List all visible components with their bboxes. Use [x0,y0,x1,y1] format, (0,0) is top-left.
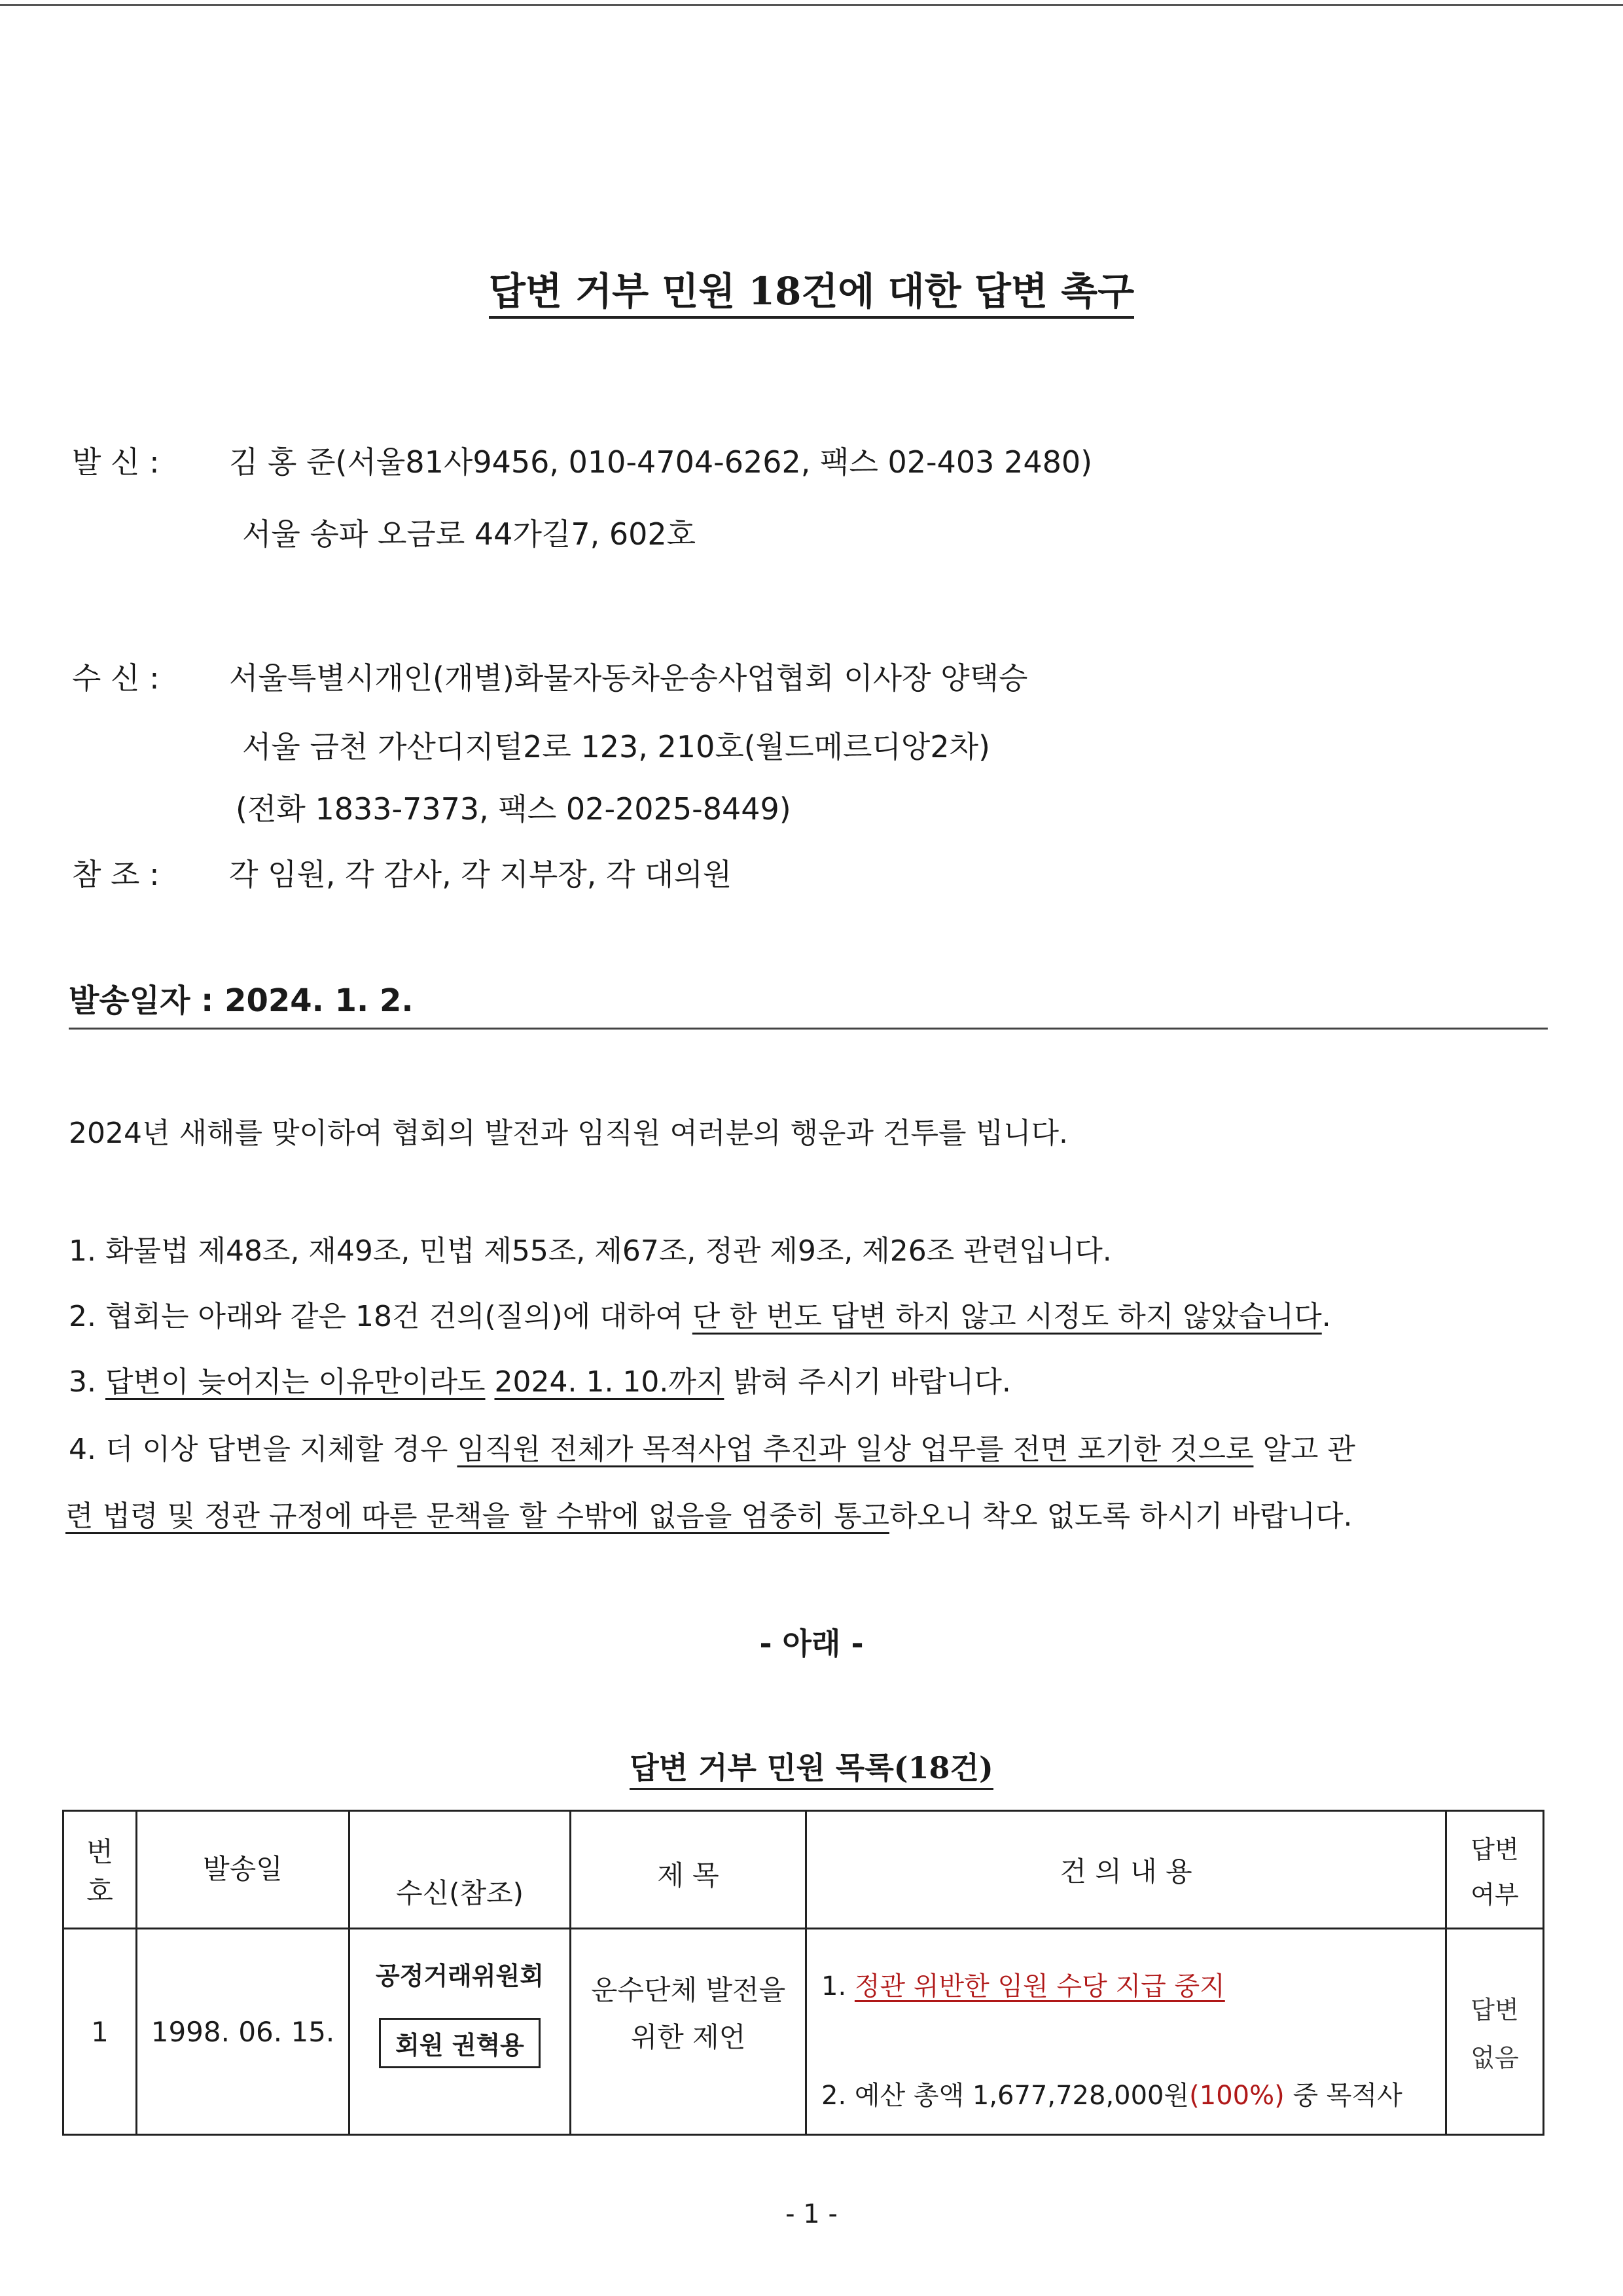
reference-label: 참 조 : [72,857,160,892]
sender-line-1 [72,439,1092,482]
sender-name-contact: 김 홍 준(서울81사9456, 010-4704-6262, 팩스 02-403 2480) [229,444,1093,480]
reference-targets: 각 임원, 각 감사, 각 지부장, 각 대의원 [229,857,732,892]
item-3-deadline: 2024. 1. 10.까지 [494,1365,724,1399]
header-send-date: 발송일 [137,1811,349,1929]
row-answer-status: 답변 없음 [1446,1929,1544,2135]
item-3-emphasis: 답변이 늦어지는 이유만이라도 [105,1365,486,1399]
item-4-emphasis-2: 련 법령 및 정관 규정에 따른 문책을 할 수밖에 없음을 엄중히 통고 [65,1499,889,1533]
complaints-table [62,1810,1544,2136]
below-heading: - 아래 - [759,1626,864,1661]
sender-label: 발 신 : [72,444,160,480]
top-border [0,4,1623,6]
greeting: 2024년 새해를 맞이하여 협회의 발전과 임직원 여러분의 행운과 건투를 빕니다. [69,1117,1068,1150]
recipient-label: 수 신 : [72,660,160,696]
row-subject: 운수단체 발전을 위한 제언 [571,1929,806,2135]
header-content: 건 의 내 용 [806,1811,1446,1929]
recipient-line-1 [72,655,1027,698]
sender-address: 서울 송파 오금로 44가길7, 602호 [242,516,696,552]
item-2: 2. 협회는 아래와 같은 18건 건의(질의)에 대하여 단 한 번도 답변 하지 않고 시정도 하지 않았습니다. [69,1300,1331,1333]
row-content [806,1929,1446,2135]
item-4-emphasis-1: 임직원 전체가 목적사업 추진과 일상 업무를 전면 포기한 것으로 [457,1433,1254,1466]
document-title: 답변 거부 민원 18건에 대한 답변 촉구 [0,260,1623,315]
recipient-name: 서울특별시개인(개별)화물자동차운송사업협회 이사장 양택승 [229,660,1028,696]
item-2-emphasis: 단 한 번도 답변 하지 않고 시정도 하지 않았습니다 [692,1300,1322,1333]
table-row [63,1929,1544,2135]
table-header-row [63,1811,1544,1929]
send-date-rule [69,1028,1548,1030]
item-1: 1. 화물법 제48조, 재49조, 민법 제55조, 제67조, 정관 제9조, 제26조 관련입니다. [69,1234,1112,1268]
row-send-date: 1998. 06. 15. [137,1929,349,2135]
row-content-item-1: 1. 정관 위반한 임원 수당 지급 중지 [821,1971,1225,2001]
item-3: 3. 답변이 늦어지는 이유만이라도 2024. 1. 10.까지 밝혀 주시기 바랍니다. [69,1365,1011,1399]
item-4-line-1: 4. 더 이상 답변을 지체할 경우 임직원 전체가 목적사업 추진과 일상 업무를 전면 포기한 것으로 알고 관 [69,1433,1355,1466]
header-number: 번 호 [63,1811,137,1929]
reference-line [72,851,732,894]
item-4-line-2: 련 법령 및 정관 규정에 따른 문책을 할 수밖에 없음을 엄중히 통고하오니 착오 없도록 하시기 바랍니다. [65,1499,1353,1533]
row-reference-box: 회원 권혁용 [379,2018,541,2068]
page-number: - 1 - [785,2199,838,2229]
recipient-contact: (전화 1833-7373, 팩스 02-2025-8449) [236,791,791,827]
send-date: 발송일자 : 2024. 1. 2. [69,982,414,1019]
header-subject: 제 목 [571,1811,806,1929]
header-recipient: 수신(참조) [349,1811,571,1929]
row-content-item-2: 2. 예산 총액 1,677,728,000원(100%) 중 목적사 [821,2081,1402,2111]
list-title: 답변 거부 민원 목록(18건) [0,1744,1623,1787]
row-recipient: 공정거래위원회 회원 권혁용 [349,1929,571,2135]
recipient-address: 서울 금천 가산디지털2로 123, 210호(월드메르디앙2차) [242,729,990,764]
header-answer: 답변 여부 [1446,1811,1544,1929]
row-number: 1 [63,1929,137,2135]
